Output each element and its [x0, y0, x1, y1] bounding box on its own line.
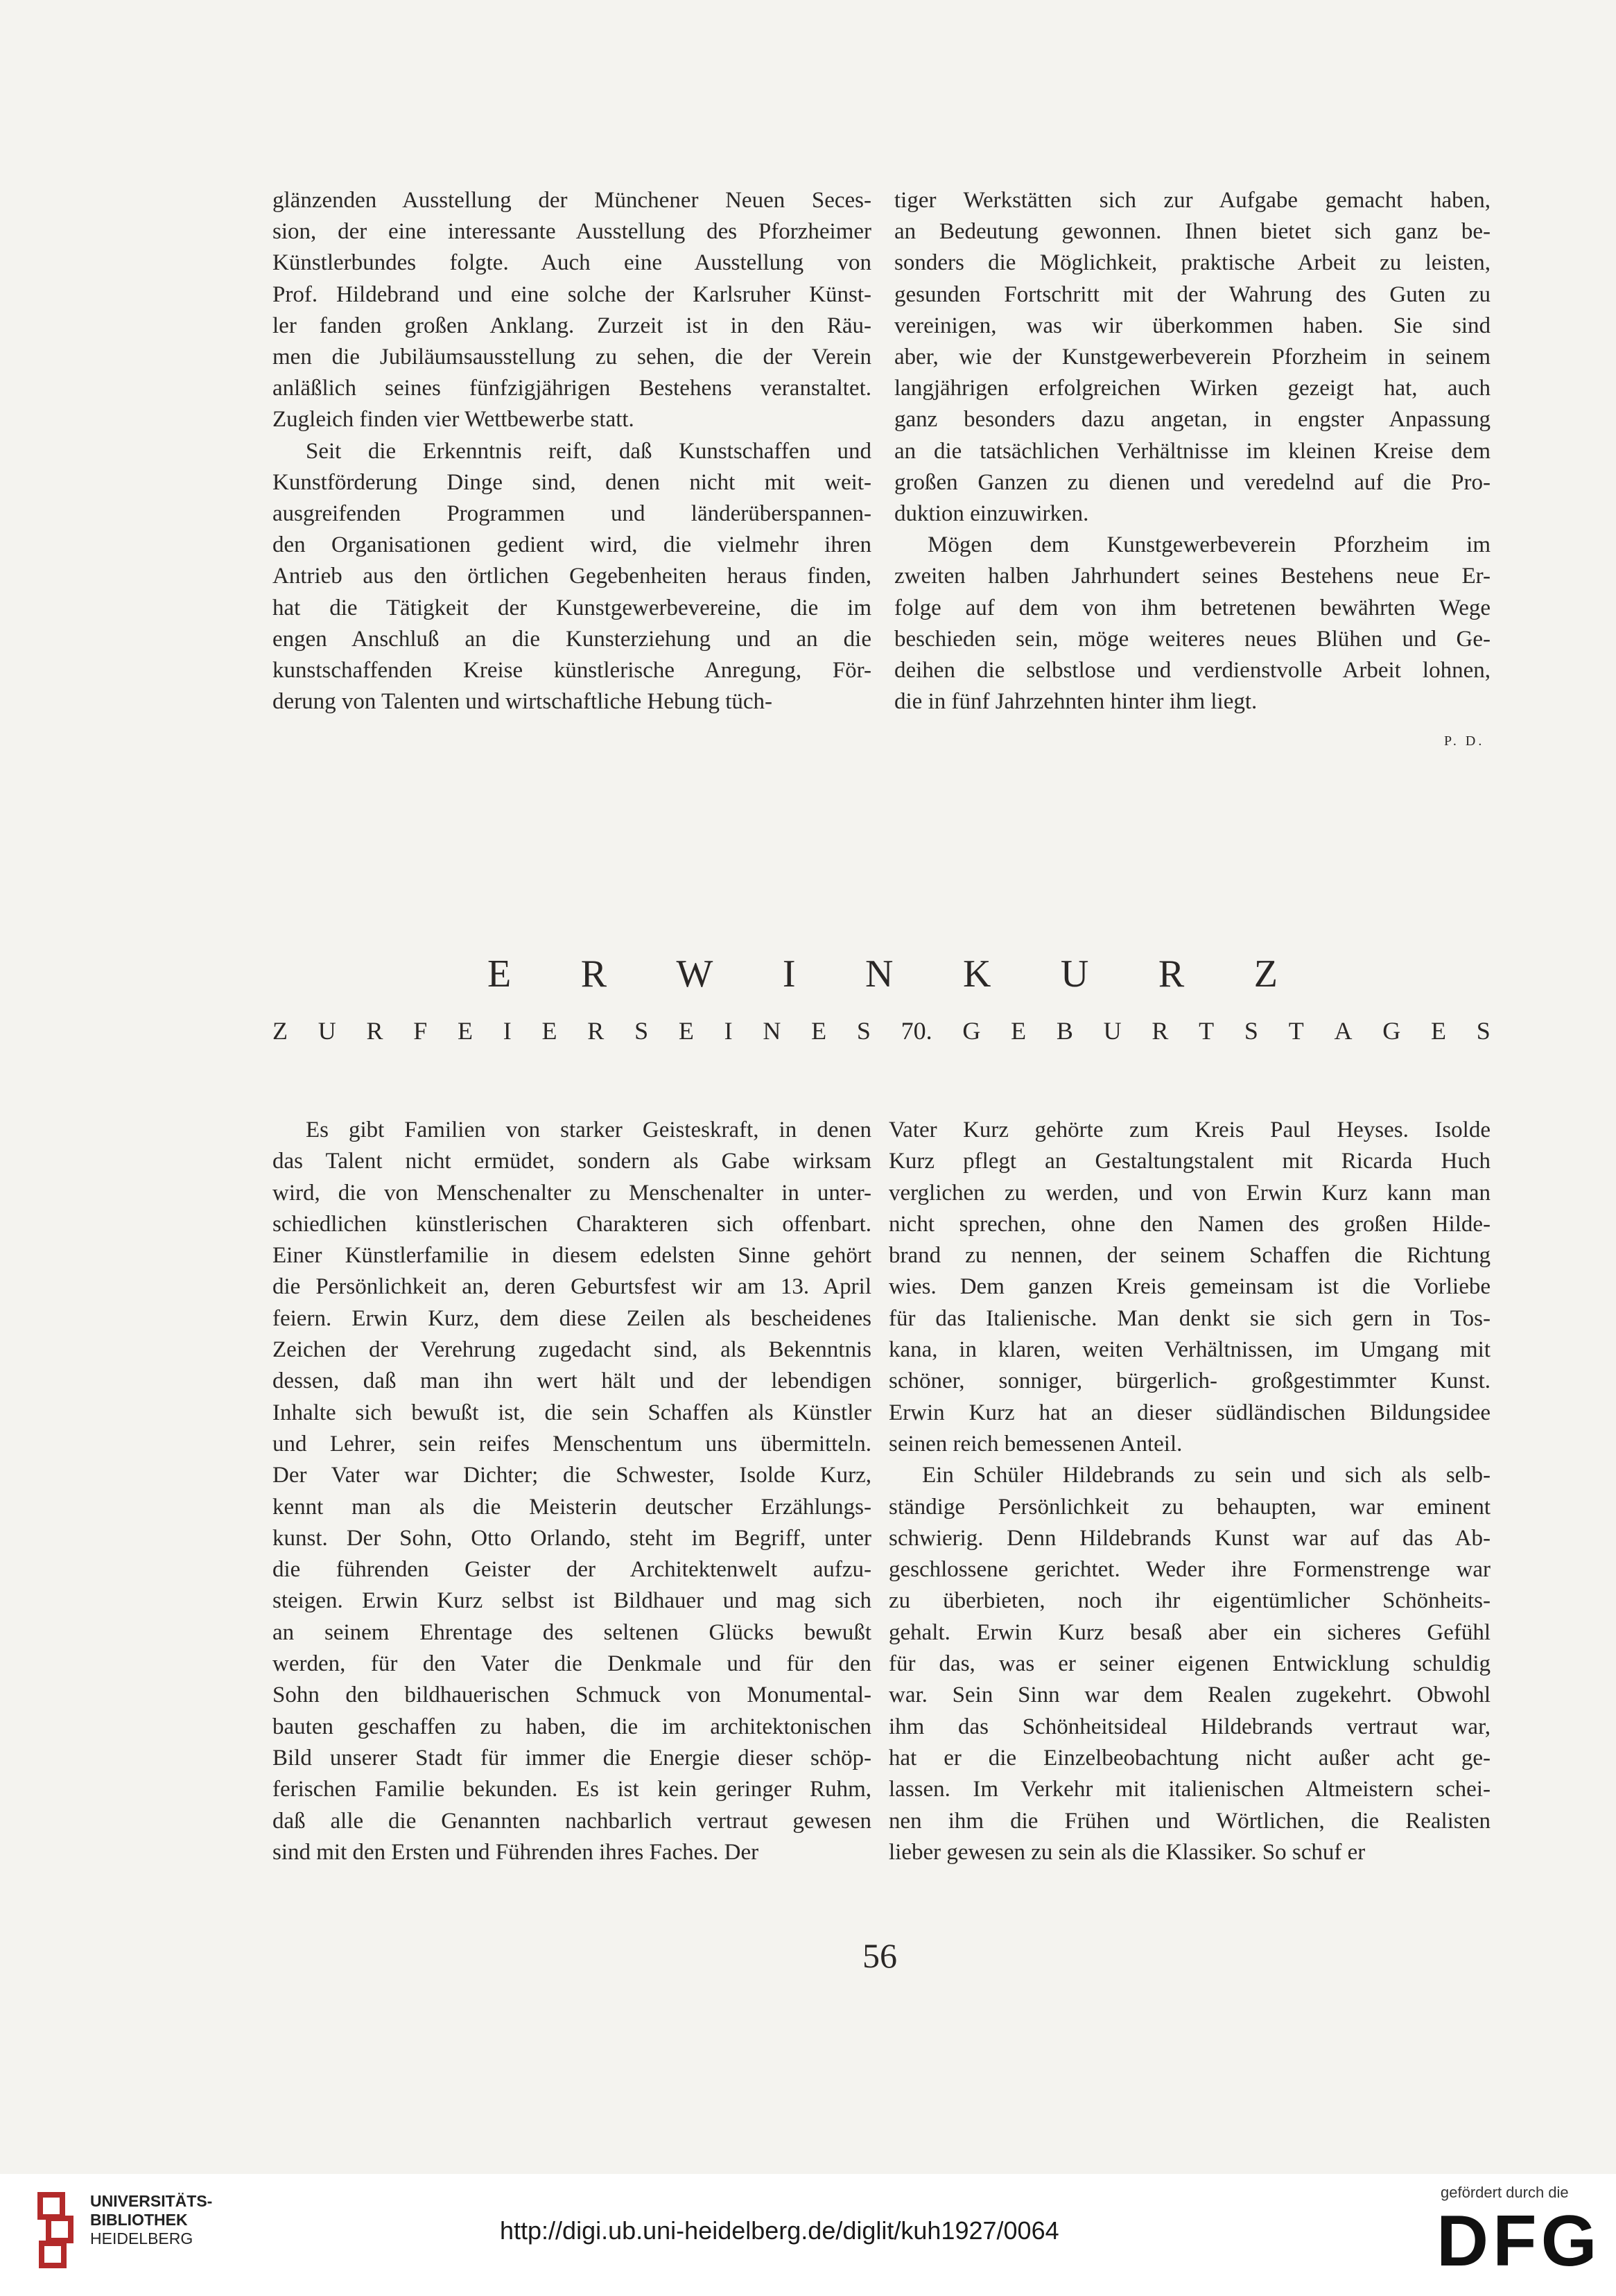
- text-line: hat er die Einzelbeobachtung nicht außer acht ge-: [889, 1745, 1491, 1771]
- library-line-2: BIBLIOTHEK: [90, 2211, 188, 2229]
- text-line: ihm das Schönheitsideal Hildebrands vertraut war,: [889, 1714, 1491, 1739]
- heading-letter: E: [487, 953, 512, 995]
- article-title: [487, 952, 1278, 996]
- text-line: derung von Talenten und wirtschaftliche Hebung tüch-: [272, 689, 773, 715]
- text-line: sind mit den Ersten und Führenden ihres Faches. Der: [272, 1839, 759, 1865]
- text-line: und Lehrer, sein reifes Menschentum uns übermitteln.: [272, 1431, 871, 1456]
- heading-letter: G: [962, 1017, 981, 1045]
- text-line: Inhalte sich bewußt ist, die sein Schaffen als Künstler: [272, 1400, 871, 1425]
- text-line: an seinem Ehrentage des seltenen Glücks bewußt: [272, 1619, 871, 1645]
- text-line: Seit die Erkenntnis reift, daß Kunstschaffen und: [306, 438, 871, 464]
- text-line: das Talent nicht ermüdet, sondern als Gabe wirksam: [272, 1149, 871, 1174]
- heading-letter: U: [1103, 1017, 1122, 1045]
- text-line: kennt man als die Meisterin deutscher Erzählungs-: [272, 1494, 871, 1520]
- text-line: Vater Kurz gehörte zum Kreis Paul Heyses. Isolde: [889, 1117, 1491, 1142]
- text-line: lieber gewesen zu sein als die Klassiker. So schuf er: [889, 1839, 1366, 1865]
- text-line: feiern. Erwin Kurz, dem diese Zeilen als bescheidenes: [272, 1305, 871, 1331]
- heading-letter: R: [366, 1017, 383, 1045]
- text-line: die führenden Geister der Architektenwelt aufzu-: [272, 1557, 871, 1583]
- text-line: Mögen dem Kunstgewerbeverein Pforzheim im: [928, 532, 1491, 558]
- text-line: großen Ganzen zu dienen und veredelnd auf die Pro-: [894, 469, 1491, 495]
- library-name: [90, 2192, 212, 2248]
- heading-letter: Z: [1253, 953, 1278, 995]
- text-line: glänzenden Ausstellung der Münchener Neuen Seces-: [272, 188, 871, 213]
- heading-letter: E: [678, 1017, 694, 1045]
- text-line: brand zu nennen, der seinem Schaffen die Richtung: [889, 1243, 1491, 1269]
- heading-letter: W: [676, 953, 713, 995]
- text-line: Einer Künstlerfamilie in diesem edelsten Sinne gehört: [272, 1243, 871, 1269]
- text-line: sonders die Möglichkeit, praktische Arbeit zu leisten,: [894, 250, 1491, 276]
- heading-letter: R: [1152, 1017, 1169, 1045]
- library-line-3: HEIDELBERG: [90, 2229, 193, 2247]
- text-line: dessen, daß man ihn wert hält und der lebendigen: [272, 1368, 871, 1394]
- text-column-bottom-right: [889, 1115, 1491, 1868]
- text-line: deihen die selbstlose und verdienstvolle Arbeit lohnen,: [894, 658, 1491, 684]
- text-line: Der Vater war Dichter; die Schwester, Isolde Kurz,: [272, 1463, 871, 1488]
- text-line: kana, in klaren, weiten Verhältnissen, im Umgang mit: [889, 1337, 1491, 1363]
- heading-letter: Z: [272, 1017, 288, 1045]
- article-subtitle: [272, 1016, 1491, 1045]
- text-line: sion, der eine interessante Ausstellung des Pforzheimer: [272, 219, 871, 245]
- text-line: Sohn den bildhauerischen Schmuck von Monumental-: [272, 1682, 871, 1708]
- text-line: engen Anschluß an die Kunsterziehung und an die: [272, 626, 871, 652]
- text-line: geschlossene gerichtet. Weder ihre Formenstrenge war: [889, 1557, 1491, 1583]
- text-line: beschieden sein, möge weiteres neues Blühen und Ge-: [894, 626, 1491, 652]
- heading-letter: R: [587, 1017, 605, 1045]
- heading-letter: G: [1382, 1017, 1401, 1045]
- text-line: Erwin Kurz hat an dieser südländischen Bildungsidee: [889, 1400, 1491, 1425]
- text-line: ausgreifenden Programmen und länderüberspannen-: [272, 501, 871, 527]
- text-line: lassen. Im Verkehr mit italienischen Altmeistern schei-: [889, 1777, 1491, 1802]
- heading-letter: N: [865, 953, 894, 995]
- text-line: duktion einzuwirken.: [894, 501, 1089, 527]
- heading-letter: S: [1476, 1017, 1491, 1045]
- funded-by-label: gefördert durch die: [1441, 2184, 1569, 2201]
- text-line: tiger Werkstätten sich zur Aufgabe gemacht haben,: [894, 188, 1491, 213]
- heading-letter: A: [1334, 1017, 1353, 1045]
- heading-letter: I: [503, 1017, 512, 1045]
- text-column-top-right: [894, 185, 1491, 718]
- text-line: schiedlichen künstlerischen Charakteren sich offenbart.: [272, 1211, 871, 1237]
- heading-letter: E: [458, 1017, 473, 1045]
- text-line: war. Sein Sinn war dem Realen zugekehrt. Obwohl: [889, 1682, 1491, 1708]
- text-line: schwierig. Denn Hildebrands Kunst war auf das Ab-: [889, 1525, 1491, 1551]
- text-line: vereinigen, was wir überkommen haben. Sie sind: [894, 313, 1491, 338]
- heading-letter: K: [962, 953, 991, 995]
- text-column-top-left: [272, 185, 871, 718]
- text-line: ferischen Familie bekunden. Es ist kein geringer Ruhm,: [272, 1777, 871, 1802]
- heading-letter: B: [1056, 1017, 1073, 1045]
- text-line: seinen reich bemessenen Anteil.: [889, 1431, 1183, 1456]
- heading-letter: E: [541, 1017, 557, 1045]
- text-line: für das, was er seiner eigenen Entwicklung schuldig: [889, 1651, 1491, 1677]
- library-line-1: UNIVERSITÄTS-: [90, 2192, 213, 2210]
- text-line: men die Jubiläumsausstellung zu sehen, die der Verein: [272, 345, 871, 370]
- text-line: Es gibt Familien von starker Geisteskraft, in denen: [306, 1117, 871, 1142]
- text-line: zu überbieten, noch ihr eigentümlicher Schönheits-: [889, 1588, 1491, 1614]
- text-line: Zeichen der Verehrung zugedacht sind, als Bekenntnis: [272, 1337, 871, 1363]
- text-line: Künstlerbundes folgte. Auch eine Ausstellung von: [272, 250, 871, 276]
- heading-letter: T: [1288, 1017, 1304, 1045]
- text-line: Bild unserer Stadt für immer die Energie dieser schöp-: [272, 1745, 871, 1771]
- heading-letter: E: [811, 1017, 827, 1045]
- heading-letter: I: [724, 1017, 733, 1045]
- text-line: folge auf dem von ihm betretenen bewährten Wege: [894, 595, 1491, 620]
- text-line: an die tatsächlichen Verhältnisse im kleinen Kreise dem: [894, 438, 1491, 464]
- text-line: gesunden Fortschritt mit der Wahrung des Guten zu: [894, 281, 1491, 307]
- text-line: ständige Persönlichkeit zu behaupten, war eminent: [889, 1494, 1491, 1520]
- author-signature: P. D.: [1444, 733, 1485, 749]
- text-column-bottom-left: [272, 1115, 871, 1868]
- text-line: den Organisationen gedient wird, die vielmehr ihren: [272, 532, 871, 558]
- text-line: an Bedeutung gewonnen. Ihnen bietet sich ganz be-: [894, 219, 1491, 245]
- text-line: kunst. Der Sohn, Otto Orlando, steht im Begriff, unter: [272, 1525, 871, 1551]
- library-logo-icon: [36, 2182, 80, 2282]
- text-line: anläßlich seines fünfzigjährigen Bestehens veranstaltet.: [272, 376, 871, 401]
- heading-letter: E: [1011, 1017, 1027, 1045]
- text-line: Kurz pflegt an Gestaltungstalent mit Ricarda Huch: [889, 1149, 1491, 1174]
- text-line: Kunstförderung Dinge sind, denen nicht mit weit-: [272, 469, 871, 495]
- text-line: verglichen zu werden, und von Erwin Kurz kann man: [889, 1180, 1491, 1206]
- text-line: kunstschaffenden Kreise künstlerische Anregung, För-: [272, 658, 871, 684]
- text-line: die Persönlichkeit an, deren Geburtsfest wir am 13. April: [272, 1274, 871, 1300]
- text-line: ganz besonders dazu angetan, in engster Anpassung: [894, 407, 1491, 433]
- text-line: schöner, sonniger, bürgerlich- großgestimmter Kunst.: [889, 1368, 1491, 1394]
- text-line: wird, die von Menschenalter zu Menschenalter in unter-: [272, 1180, 871, 1206]
- text-line: zweiten halben Jahrhundert seines Bestehens neue Er-: [894, 564, 1491, 589]
- heading-letter: S: [634, 1017, 649, 1045]
- heading-letter: U: [1060, 953, 1089, 995]
- heading-letter: U: [318, 1017, 336, 1045]
- heading-letter: R: [1158, 953, 1185, 995]
- text-line: Antrieb aus den örtlichen Gegebenheiten heraus finden,: [272, 564, 871, 589]
- text-line: bauten geschaffen zu haben, die im architektonischen: [272, 1714, 871, 1739]
- dfg-logo: DFG: [1436, 2201, 1601, 2281]
- heading-letter: E: [1430, 1017, 1446, 1045]
- text-line: die in fünf Jahrzehnten hinter ihm liegt.: [894, 689, 1258, 715]
- text-line: für das Italienische. Man denkt sie sich gern in Tos-: [889, 1305, 1491, 1331]
- text-line: ler fanden großen Anklang. Zurzeit ist in den Räu-: [272, 313, 871, 338]
- text-line: Zugleich finden vier Wettbewerbe statt.: [272, 407, 634, 433]
- text-line: daß alle die Genannten nachbarlich vertraut gewesen: [272, 1808, 871, 1834]
- text-line: Ein Schüler Hildebrands zu sein und sich als selb-: [922, 1463, 1491, 1488]
- heading-letter: N: [763, 1017, 781, 1045]
- text-line: nen ihm die Frühen und Wörtlichen, die Realisten: [889, 1808, 1491, 1834]
- text-line: aber, wie der Kunstgewerbeverein Pforzheim in seinem: [894, 345, 1491, 370]
- heading-letter: T: [1199, 1017, 1215, 1045]
- page-number: 56: [862, 1936, 897, 1975]
- text-line: gehalt. Erwin Kurz besaß aber ein sicheres Gefühl: [889, 1619, 1491, 1645]
- heading-letter: S: [1244, 1017, 1258, 1045]
- text-line: nicht sprechen, ohne den Namen des großen Hilde-: [889, 1211, 1491, 1237]
- text-line: werden, für den Vater die Denkmale und für den: [272, 1651, 871, 1677]
- heading-letter: F: [413, 1017, 428, 1045]
- text-line: steigen. Erwin Kurz selbst ist Bildhauer und mag sich: [272, 1588, 871, 1614]
- text-line: langjährigen erfolgreichen Wirken gezeigt hat, auch: [894, 376, 1491, 401]
- heading-letter: I: [782, 953, 796, 995]
- heading-letter: S: [856, 1017, 871, 1045]
- source-url-link[interactable]: http://digi.ub.uni-heidelberg.de/diglit/kuh1927/0064: [500, 2216, 1059, 2245]
- text-line: wies. Dem ganzen Kreis gemeinsam ist die Vorliebe: [889, 1274, 1491, 1300]
- heading-letter: R: [580, 953, 607, 995]
- heading-letter: 70.: [901, 1017, 932, 1045]
- text-line: hat die Tätigkeit der Kunstgewerbevereine, die im: [272, 595, 871, 620]
- text-line: Prof. Hildebrand und eine solche der Karlsruher Künst-: [272, 281, 871, 307]
